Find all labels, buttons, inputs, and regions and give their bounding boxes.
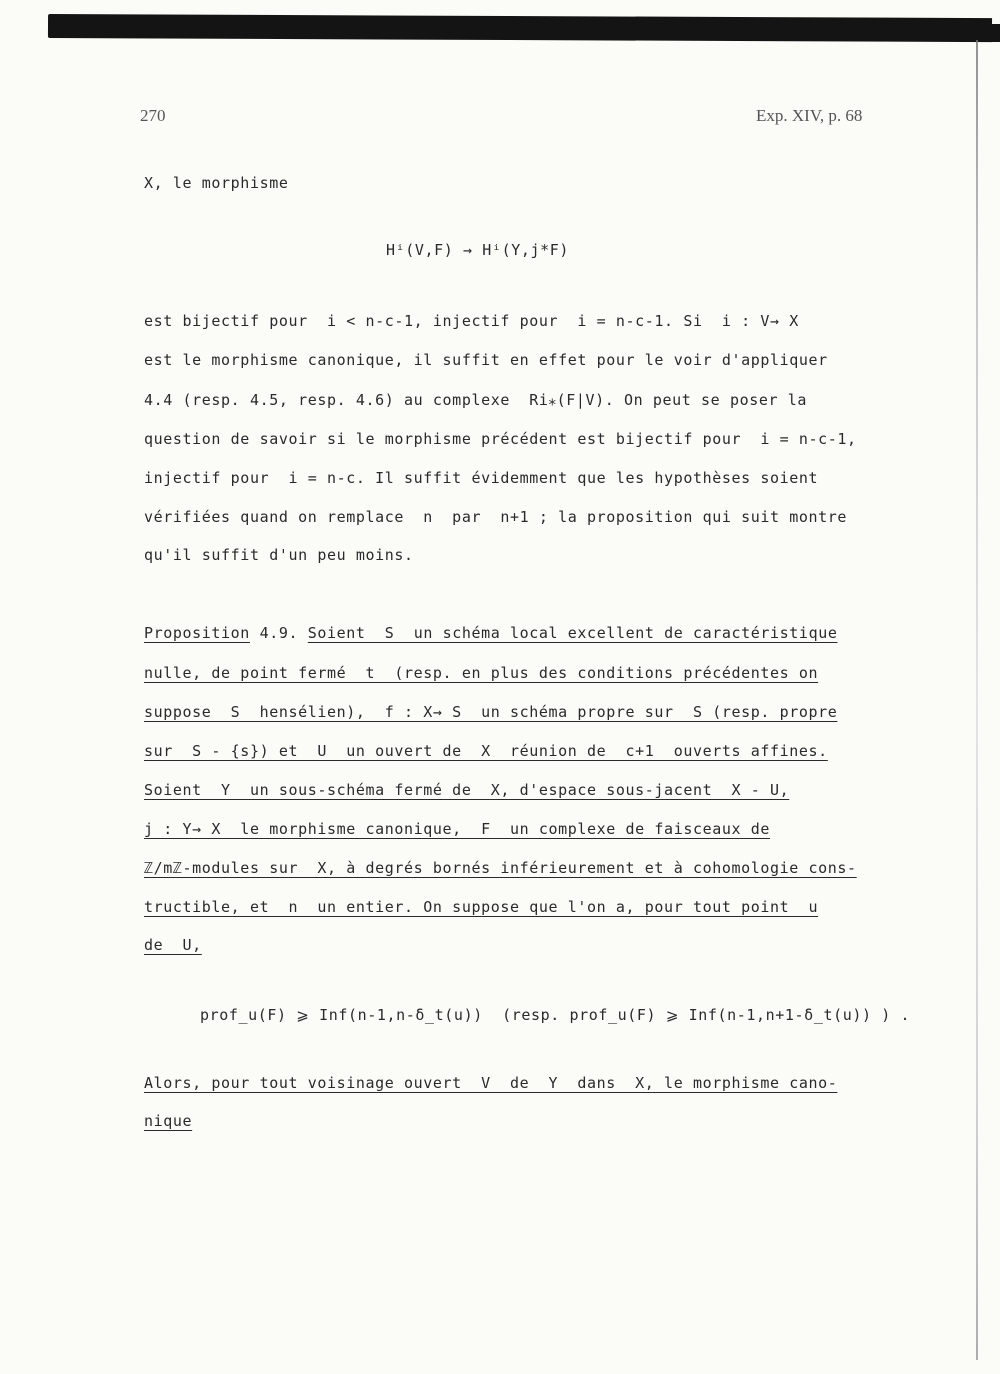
proposition-number: 4.9. bbox=[259, 624, 299, 642]
running-title: Exp. XIV, p. 68 bbox=[756, 106, 863, 125]
text-line: X, le morphisme bbox=[144, 174, 289, 192]
scan-top-bar bbox=[48, 14, 992, 42]
proposition-line: j : Y→ X le morphisme canonique, F un complexe de faisceaux de bbox=[144, 820, 770, 838]
proposition-line: Soient Y un sous-schéma fermé de X, d'espace sous-jacent X - U, bbox=[144, 781, 790, 799]
proposition-line: tructible, et n un entier. On suppose que l'on a, pour tout point u bbox=[144, 898, 819, 916]
text-line: injectif pour i = n-c. Il suffit évidemment que les hypothèses soient bbox=[144, 469, 819, 487]
proposition-line: suppose S hensélien), f : X→ S un schéma propre sur S (resp. propre bbox=[144, 703, 838, 721]
text-line: vérifiées quand on remplace n par n+1 ; la proposition qui suit montre bbox=[144, 508, 848, 526]
text-line: qu'il suffit d'un peu moins. bbox=[144, 546, 414, 564]
text-line: est le morphisme canonique, il suffit en effet pour le voir d'appliquer bbox=[144, 351, 828, 369]
proposition-line: de U, bbox=[144, 936, 202, 954]
formula-depth-condition: prof_u(F) ⩾ Inf(n-1,n-δ_t(u)) (resp. prof_u(F) ⩾ Inf(n-1,n+1-δ_t(u)) ) . bbox=[200, 1006, 911, 1024]
formula-cohomology-map: Hⁱ(V,F) → Hⁱ(Y,j*F) bbox=[386, 241, 569, 259]
proposition-line: Soient S un schéma local excellent de caractéristique bbox=[307, 624, 838, 642]
conclusion-line: nique bbox=[144, 1112, 193, 1130]
page-number: 270 bbox=[140, 106, 166, 125]
proposition-heading bbox=[144, 623, 837, 643]
text-line: question de savoir si le morphisme précédent est bijectif pour i = n-c-1, bbox=[144, 430, 857, 448]
scan-top-bar-tail bbox=[960, 24, 1000, 42]
proposition-line: ℤ/mℤ-modules sur X, à degrés bornés inférieurement et à cohomologie cons- bbox=[144, 859, 857, 877]
proposition-label: Proposition bbox=[144, 624, 250, 642]
proposition-line: sur S - {s}) et U un ouvert de X réunion de c+1 ouverts affines. bbox=[144, 742, 828, 760]
conclusion-line: Alors, pour tout voisinage ouvert V de Y dans X, le morphisme cano- bbox=[144, 1074, 838, 1092]
scan-page-edge bbox=[976, 40, 978, 1360]
text-line: 4.4 (resp. 4.5, resp. 4.6) au complexe Ri⁎(F|V). On peut se poser la bbox=[144, 391, 807, 409]
proposition-line: nulle, de point fermé t (resp. en plus des conditions précédentes on bbox=[144, 664, 819, 682]
text-line: est bijectif pour i < n-c-1, injectif pour i = n-c-1. Si i : V→ X bbox=[144, 312, 799, 330]
